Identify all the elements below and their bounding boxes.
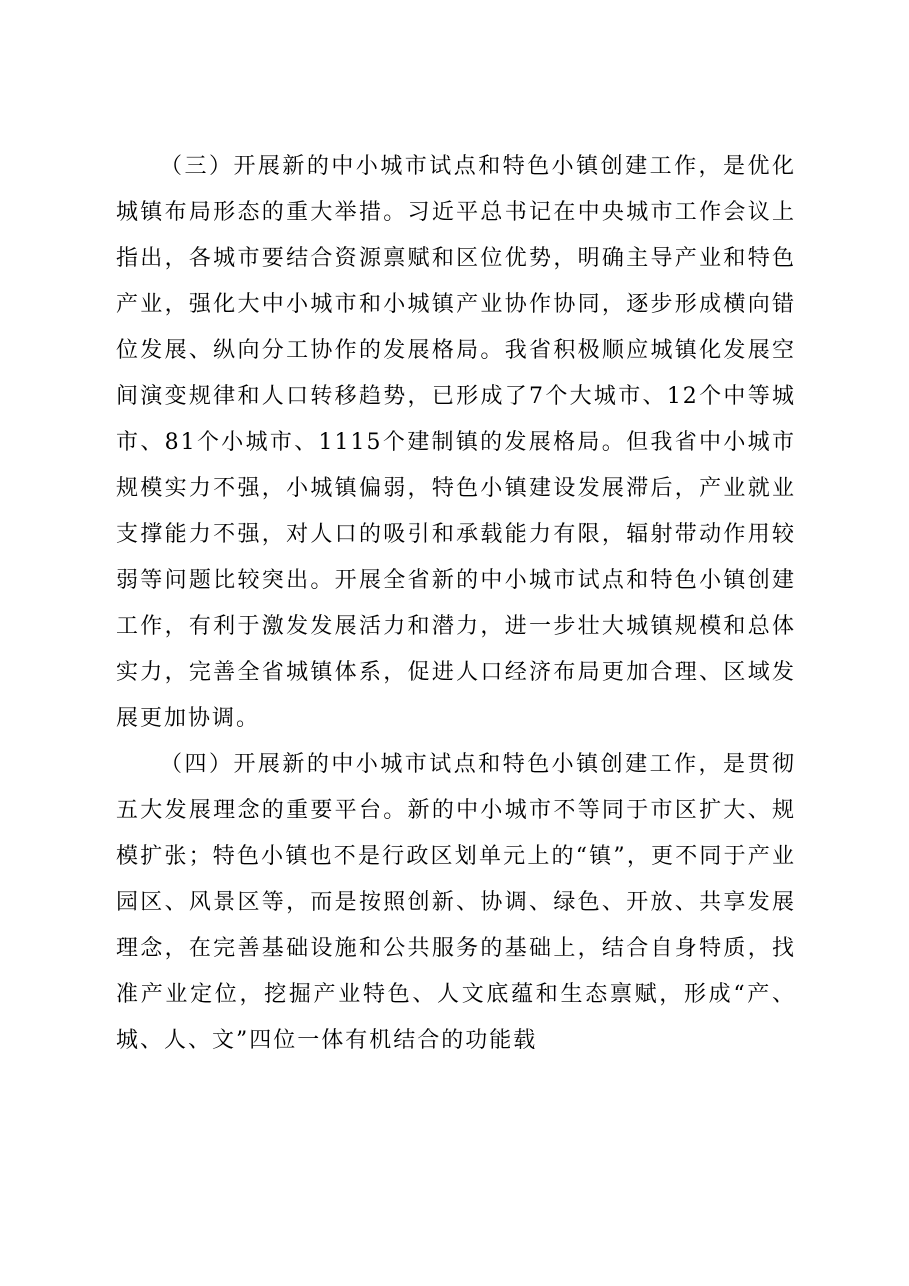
- paragraph-section-four: （四）开展新的中小城市试点和特色小镇创建工作，是贯彻五大发展理念的重要平台。新的中小城市不等同于市区扩大、规模扩张；特色小镇也不是行政区划单元上的“镇”，更不同于产业园区、风景区等，而是按照创新、协调、绿色、开放、共享发展理念，在完善基础设施和公共服务的基础上，结合自身特质，找准产业定位，挖掘产业特色、人文底蕴和生态禀赋，形成“产、城、人、文”四位一体有机结合的功能载: [116, 752, 796, 1053]
- document-body: [116, 144, 796, 1064]
- paragraph-section-three: （三）开展新的中小城市试点和特色小镇创建工作，是优化城镇布局形态的重大举措。习近平总书记在中央城市工作会议上指出，各城市要结合资源禀赋和区位优势，明确主导产业和特色产业，强化大中小城市和小城镇产业协作协同，逐步形成横向错位发展、纵向分工协作的发展格局。我省积极顺应城镇化发展空间演变规律和人口转移趋势，已形成了7个大城市、12个中等城市、81个小城市、1115个建制镇的发展格局。但我省中小城市规模实力不强，小城镇偏弱，特色小镇建设发展滞后，产业就业支撑能力不强，对人口的吸引和承载能力有限，辐射带动作用较弱等问题比较突出。开展全省新的中小城市试点和特色小镇创建工作，有利于激发发展活力和潜力，进一步壮大城镇规模和总体实力，完善全省城镇体系，促进人口经济布局更加合理、区域发展更加协调。: [116, 154, 796, 731]
